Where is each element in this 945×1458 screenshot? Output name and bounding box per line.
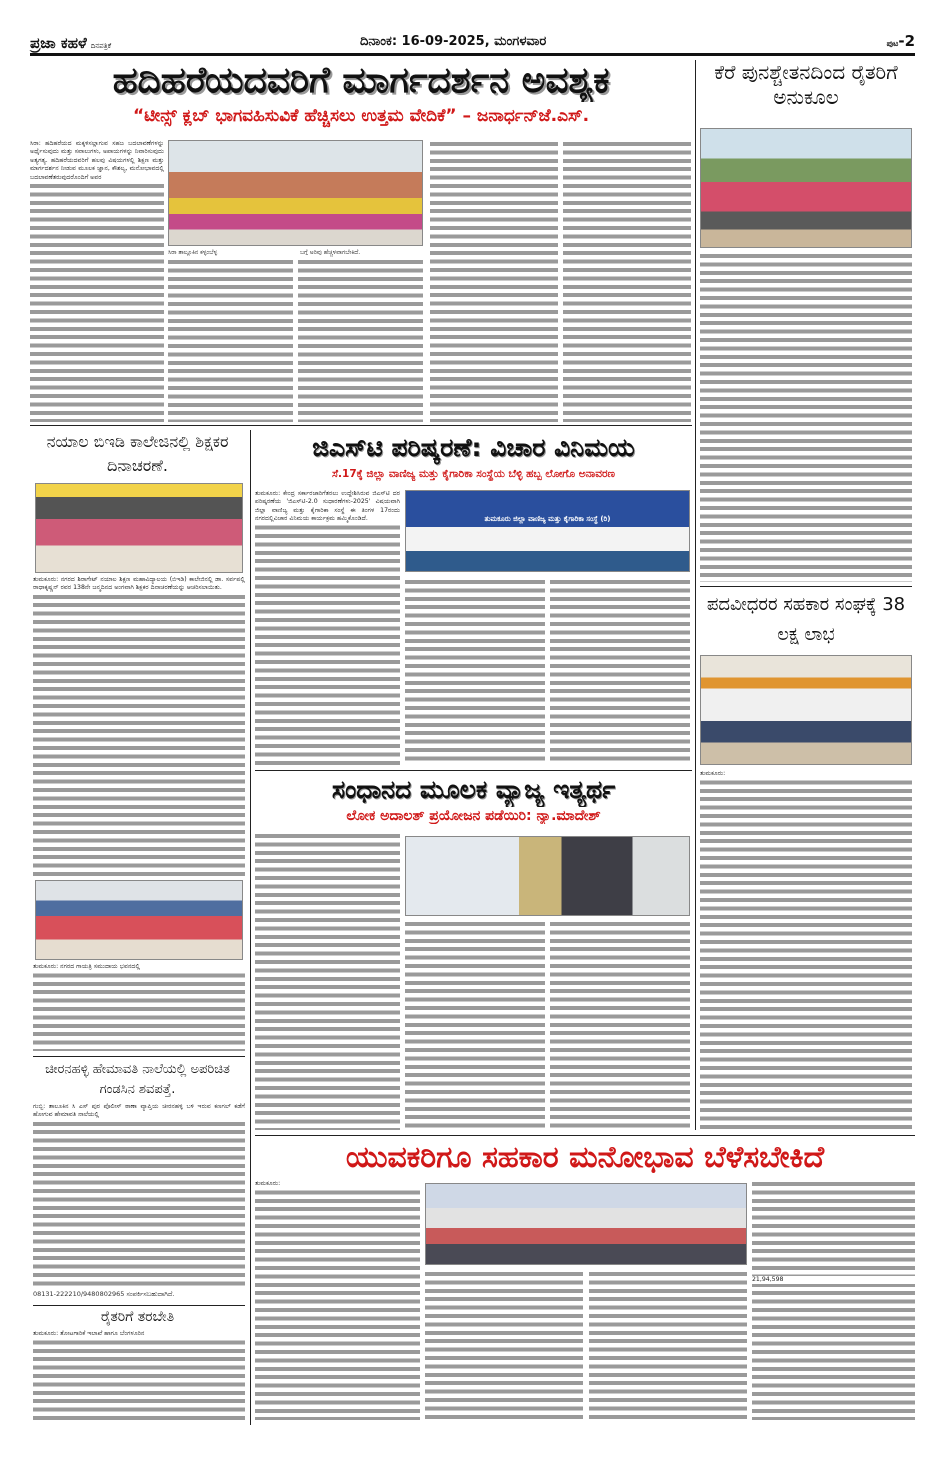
lead-headline: ಹದಿಹರೆಯದವರಿಗೆ ಮಾರ್ಗದರ್ಶನ ಅವಶ್ಯಕ: [112, 60, 610, 101]
issue-date: ದಿನಾಂಕ: 16-09-2025, ಮಂಗಳವಾರ: [360, 34, 547, 49]
column-divider: [695, 60, 696, 1130]
gst-banner: ತುಮಕೂರು ಜಿಲ್ಲಾ ವಾಣಿಜ್ಯ ಮತ್ತು ಕೈಗಾರಿಕಾ ಸಂಸ್ಥೆ (ರಿ): [484, 515, 611, 523]
padavidhara-body: ತುಮಕೂರು:: [700, 770, 912, 1130]
yuvaka-body-col3: [589, 1270, 747, 1420]
sandhana-body-col3: [550, 920, 690, 1130]
padavidhara-headline: ಪದವೀಧರರ ಸಹಕಾರ ಸಂಘಕ್ಕೆ 38 ಲಕ್ಷ ಲಾಭ: [706, 594, 906, 645]
yuvaka-body-col2: [425, 1270, 583, 1420]
lead-body-col2: [168, 258, 293, 422]
gst-body-col2: [405, 578, 545, 765]
nayala-headline: ನಯಾಲ ಬಿಇಡಿ ಕಾಲೇಜಿನಲ್ಲಿ ಶಿಕ್ಷಕರ ದಿನಾಚರಣೆ.: [46, 432, 229, 475]
nayala-photo: [35, 483, 243, 573]
kere-body: [700, 252, 912, 582]
divider: [30, 425, 692, 426]
padavidhara-photo: [700, 655, 912, 765]
brand-logo: ಪ್ರಜಾ ಕಹಳೆ ದಿನಪತ್ರಿಕೆ: [30, 34, 112, 52]
nayala-body-2: ತುಮಕೂರು: ನಗರದ ಗಾಯತ್ರಿ ಸಮುದಾಯ ಭವನದಲ್ಲಿ: [33, 963, 245, 1051]
divider: [255, 770, 692, 771]
kere-headline: ಕೆರೆ ಪುನಶ್ಚೇತನದಿಂದ ರೈತರಿಗೆ ಅನುಕೂಲ: [714, 60, 898, 109]
kere-photo: [700, 128, 912, 248]
gst-subheadline: ಸೆ.17ಕ್ಕೆ ಜಿಲ್ಲಾ ವಾಣಿಜ್ಯ ಮತ್ತು ಕೈಗಾರಿಕಾ ಸಂಸ್ಥೆಯ ಬೆಳ್ಳಿ ಹಬ್ಬ ಲೋಗೊ ಅನಾವರಣ: [332, 468, 615, 480]
sandhana-photo: [405, 836, 690, 916]
gst-body-col3: [550, 578, 690, 765]
divider: [33, 1305, 245, 1306]
yuvaka-photo: [425, 1183, 747, 1265]
lead-body-col1: ಸಿರಾ: ಹದಿಹರೆಯದ ಮಕ್ಕಳಿಸಲ್ಲಾಗುವ ಸಹಜ ಬದಲಾವಣೆಗಳನ್ನು ಅರ್ಥೈಸುವುದು ಮತ್ತು ಸವಾಲುಗಳು, ಅಪಾಯಗಳನ್ನು ನಿವಾರಿಸುವುದು ಅತ್ಯಗತ್ಯ. ಹದಿಹರೆಯದವರಿಗೆ ಹಲವು ವಿಷಯಗಳಲ್ಲಿ ಶಿಕ್ಷಣ ಮತ್ತು ಮಾರ್ಗದರ್ಶನ ನೀಡುವ ಮೂಲಕ ಜ್ಞಾನ, ಕೌಶಲ್ಯ, ಮನೋಭಾವದಲ್ಲಿ ಬದಲಾವಣೆತರುವುದರೊಂದಿಗೆ ಅವರ: [30, 140, 164, 422]
cheeranahalli-headline: ಚೀರನಹಳ್ಳಿ ಹೇಮಾವತಿ ನಾಲೆಯಲ್ಲಿ ಅಪರಿಚಿತ ಗಂಡಸಿನ ಶವಪತ್ತೆ.: [45, 1062, 230, 1097]
cheeranahalli-contact: 08131-222210/9480802965 ಸಂಪರ್ಕಿಸಬಹುದಾಗಿದೆ.: [33, 1290, 245, 1299]
sandhana-body-col1: [255, 832, 400, 1130]
sandhana-body-col2: [405, 920, 545, 1130]
lead-body-col5: [563, 140, 691, 422]
tarabeti-body: ತುಮಕೂರು: ತೋಟಗಾರಿಕೆ ಇಲಾಖೆ ಹಾಗೂ ಬೆಂಗಳೂರಿನ: [33, 1330, 245, 1422]
lead-caption-a: ಸಿರಾ ತಾಲ್ಲೂಕಿನ ಕಳ್ಳಂಬೆಳ್ಳ: [168, 249, 218, 256]
page-number: ಪುಟ-2: [886, 32, 915, 50]
masthead: [30, 32, 915, 56]
sandhana-subheadline: ಲೋಕ ಅದಾಲತ್ ಪ್ರಯೋಜನ ಪಡೆಯಿರಿ: ನ್ಯಾ.ಮಾದೇಶ್: [346, 808, 601, 824]
gst-headline: ಜಿಎಸ್‌ಟಿ ಪರಿಷ್ಕರಣೆ: ವಿಚಾರ ವಿನಿಮಯ: [312, 433, 635, 462]
divider: [255, 1135, 915, 1136]
tarabeti-headline: ರೈತರಿಗೆ ತರಬೇತಿ: [100, 1309, 175, 1325]
gst-body-col1: ತುಮಕೂರು: ಕೇಂದ್ರ ಸರ್ಕಾರಜಾರಿಗೆತರಲು ಉದ್ದೇಶಿಸಿರುವ ಜಿಎಸ್‌ಟಿ ದರ ಪರಿಷ್ಕರಣೆಯ 'ಜಿಎಸ್‌ಟಿ-2.0 ಸುಧಾರಣೆಗಳು-2025' ವಿಷಯವಾಗಿ ಜಿಲ್ಲಾ ವಾಣಿಜ್ಯ ಮತ್ತು ಕೈಗಾರಿಕಾ ಸಂಸ್ಥೆ ಈ ತಿಂಗಳ 17ರಂದು ನಗರದಲ್ಲಿವಿಚಾರ ವಿನಿಮಯ ಕಾರ್ಯಕ್ರಮ ಹಮ್ಮಿಕೊಂಡಿದೆ.: [255, 490, 400, 765]
yuvaka-headline: ಯುವಕರಿಗೂ ಸಹಕಾರ ಮನೋಭಾವ ಬೆಳೆಸಬೇಕಿದೆ: [345, 1140, 825, 1175]
lead-body-col4: [430, 140, 558, 422]
divider: [33, 1056, 245, 1057]
lead-caption-b: ಬಗ್ಗೆ ಅರಿವು ಹೆಚ್ಚಳವಾಗಬೇಕಿದೆ.: [300, 249, 361, 256]
lead-photo: [168, 140, 423, 246]
lead-subheadline: “ಟೀನ್ಸ್ ಕ್ಲಬ್ ಭಾಗವಹಿಸುವಿಕೆ ಹೆಚ್ಚಿಸಲು ಉತ್ತಮ ವೇದಿಕೆ” – ಜನಾರ್ಧನ್‌ಜೆ.ಎಸ್.: [132, 106, 590, 126]
column-divider: [250, 430, 251, 1425]
yuvaka-body-col4: 21,94,598: [752, 1180, 915, 1420]
gst-photo: [405, 490, 690, 572]
sandhana-headline: ಸಂಧಾನದ ಮೂಲಕ ವ್ಯಾಜ್ಯ ಇತ್ಯರ್ಥ: [331, 775, 616, 804]
lead-body-col3: [298, 258, 423, 422]
cheeranahalli-body: ಗುಬ್ಬಿ: ತಾಲೂಕಿನ ಸಿ ಎಸ್ ಪುರ ಪೊಲೀಸ್ ಠಾಣಾ ವ್ಯಾಪ್ತಿಯ ಚೀರನಹಳ್ಳಿ ಬಳಿ ಇರುವ ಕಣಗಲ್ ಕಡೆಗೆ ಹೋಗುವ ಹೇಮಾವತಿ ನಾಲೆಯಲ್ಲಿ: [33, 1103, 245, 1295]
divider: [700, 586, 912, 587]
nayala-body: ತುಮಕೂರು: ನಗರದ ಶಿರಾಗೇಟ್ ನಯಾಲ ಶಿಕ್ಷಣ ಮಹಾವಿದ್ಯಾಲಯ (ಬಿಇಡಿ) ಕಾಲೇಜಿನಲ್ಲಿ ಡಾ. ಸರ್ವಪಲ್ಲಿ ರಾಧಾಕೃಷ್ಣನ್ ರವರ 138ನೇ ಜನ್ಮದಿನದ ಅಂಗವಾಗಿ ಶಿಕ್ಷಕರ ದಿನಾಚರಣೆಯನ್ನು ಆಚರಿಸಲಾಯಿತು.: [33, 576, 245, 876]
yuvaka-body-col1: ತುಮಕೂರು:: [255, 1180, 420, 1420]
nayala-photo-2: [35, 880, 243, 960]
